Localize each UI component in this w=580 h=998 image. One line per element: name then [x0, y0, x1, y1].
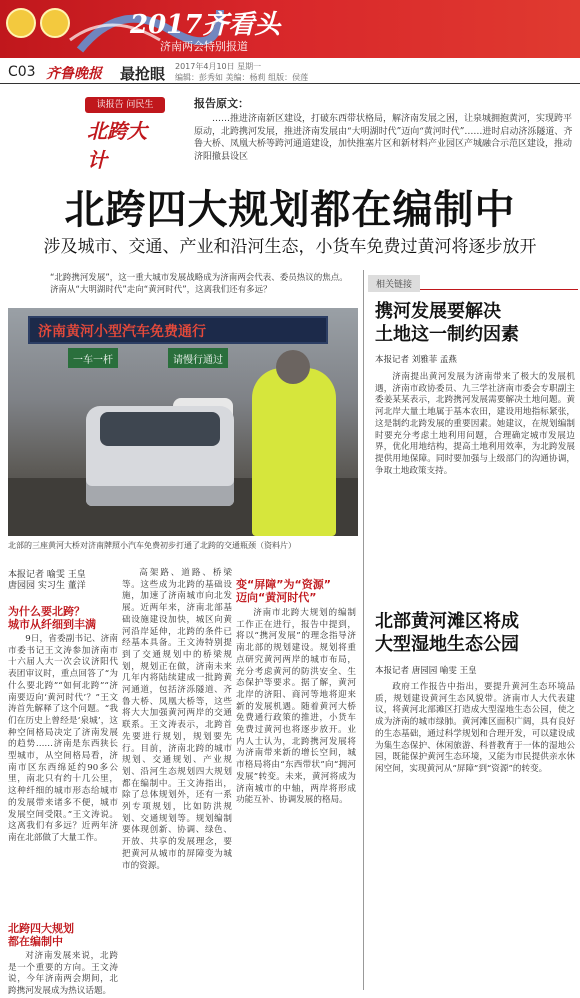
- column-2: [122, 568, 232, 990]
- banner-subtitle: 济南两会特别报道: [160, 40, 248, 53]
- column-1: [8, 634, 118, 914]
- related-headline-1: 携河发展要解决 土地这一制约因素: [375, 301, 519, 345]
- traffic-officer: [252, 368, 336, 536]
- column-1b: [8, 951, 118, 997]
- car-window: [100, 412, 220, 446]
- column-3: [236, 608, 356, 990]
- lane-sign: 一车一杆: [68, 348, 118, 368]
- subtitle-barrier-resource: 变“屏障”为“资源” 迈向“黄河时代”: [236, 578, 331, 604]
- paper-logo: 齐鲁晚报: [46, 66, 102, 82]
- subtitle-four-plans: 北跨四大规划 都在编制中: [8, 922, 74, 948]
- column-text: 9日，省委副书记、济南市委书记王文涛参加济南市十六届人大一次会议济阳代表团审议时，重点回答了“为什么要北跨”“如何北跨”“济南要迈向‘黄河时代’？”王文涛首先解释了这个问题。“我们在历史上曾经是‘泉城’，这种空间格局决定了济南发展的趋势……济南是东西狭长型城市，从空间格局看，济南市区东西绵延约90多公里，南北只有约十几公里，这种纤细的城市形态给城市的发展带来诸多不便，城市发展空间受限。”王文涛说。这离我们有多远？近两年济南在北部做了大量工作。: [8, 634, 118, 843]
- photo-caption: 北部的三座黄河大桥对济南牌照小汽车免费初步打通了北跨的交通瓶颈（资料片）: [8, 541, 296, 550]
- related-headline-2: 北部黄河滩区将成 大型湿地生态公园: [375, 611, 519, 655]
- officer-head: [276, 350, 310, 384]
- badge-top: 读报告 问民生: [85, 97, 165, 113]
- related-byline-1: 本报记者 刘雅菲 孟燕: [375, 355, 457, 365]
- page-bar: [0, 60, 580, 84]
- related-links-bar: [368, 272, 578, 290]
- emblem-icon: [6, 8, 36, 38]
- editor-line: 编辑：彭秀如 美编：杨莉 组版：侯莲: [175, 73, 309, 82]
- related-body-2: [375, 682, 575, 990]
- related-byline-2: 本报记者 唐园园 喻雯 王皇: [375, 666, 477, 676]
- page-number: C03: [8, 64, 36, 80]
- byline-main: 本报记者 喻雯 王皇 唐园园 实习生 董洋: [8, 570, 86, 591]
- column-text: 济南市北跨大规划的编制工作正在进行，报告中提到，将以“携河发展”的理念指导济南北部的规划建设。规划将重点研究黄河两岸的城市布局，充分考虑黄河的防洪安全、生态保护等要求。据了解，黄河北岸的济阳、商河等地将迎来新的发展机遇。随着黄河大桥免费通行政策的推进，小货车免费过黄河也将逐步放开。业内人士认为，北跨携河发展将为济南带来新的增长空间，城市格局将由“东西带状”向“拥河发展”转变。未来，黄河将成为济南城市的中轴，两岸将形成功能互补、协调发展的格局。: [236, 608, 356, 806]
- column-badge: [85, 97, 165, 172]
- gate-sign-text: 济南黄河小型汽车免费通行: [38, 324, 206, 340]
- report-excerpt: [194, 95, 574, 163]
- banner-title: 2017齐看头: [130, 10, 281, 40]
- lane-sign: 请慢行通过: [168, 348, 228, 368]
- report-title: 报告原文：: [194, 97, 249, 110]
- column-text: 高架路、道路、桥梁等。这些成为北跨的基础设施，加速了济南城市向北发展。近两年来，济南北部基础设施建设加快，城区向黄河沿岸延伸，北跨的条件已经基本具备。王文涛特别提到了交通规划中的桥梁规划，规划正在做，济南未来几年内将陆续建成一批跨黄河通道，包括济泺隧道、齐鲁大桥、凤凰大桥等，这些将大大加强黄河两岸的交通联系。王文涛表示，北跨首先要进行规划，规划要先行。目前，济南北跨的城市规划、交通规划、产业规划、沿河生态规划四大规划都在编制中。王文涛指出，除了总体规划外，还有一系列专项规划，比如防洪规划、交通规划等。规划编制要体现创新、协调、绿色、开放、共享的发展理念，要把黄河从城市的屏障变为城市的资源。: [122, 568, 232, 871]
- column-text: 济南提出黄河发展为济南带来了极大的发展机遇，济南市政协委员、九三学社济南市委会专职副主委姜某某表示，北跨携河发展需要解决土地问题。黄河北岸大量土地属于基本农田，建设用地指标紧张，这是制约北跨发展的重要因素。她建议，在规划编制时要充分考虑土地利用问题，合理确定城市发展边界，优化用地结构，提高土地利用效率，为北跨发展提供用地保障。同时要加强与上级部门的沟通协调，争取土地政策支持。: [375, 372, 575, 476]
- header-banner: [0, 0, 580, 58]
- lane-signs: [68, 348, 268, 374]
- section-title: 最抢眼: [120, 65, 166, 83]
- column-text: 对济南发展来说，北跨是一个重要的方向。王文涛说，今年济南两会期间，北跨携河发展成为热议话题。: [8, 951, 118, 997]
- badge-main: 北跨大计: [87, 119, 147, 172]
- lead-paragraph: “北跨携河发展”，这一重大城市发展战略成为济南两会代表、委员热议的焦点。济南从“大明湖时代”走向“黄河时代”，这离我们还有多远？: [50, 273, 348, 295]
- related-tag: 相关链接: [368, 275, 420, 292]
- headline: 北跨四大规划都在编制中: [64, 187, 516, 233]
- report-body: ……推进济南新区建设，打破东西带状格局，解济南发展之困，让泉城拥抱黄河，实现跨平原动，北跨携河发展，推进济南发展由“大明湖时代”迈向“黄河时代”……进时启动济泺隧道、齐鲁大桥、凤凰大桥等跨河通道建设，加快推塞片区和新材料产业园区产城融合示范区建设，推动济阳撤县设区: [194, 114, 573, 162]
- subtitle-why-north: 为什么要北跨？ 城市从纤细到丰满: [8, 605, 96, 631]
- column-text: 政府工作报告中指出，要提升黄河生态环境品质，规划建设黄河生态风貌带。济南市人大代表建议，将黄河北部滩区打造成大型湿地生态公园，使之成为济南的城市绿肺。黄河滩区面积广阔，具有良好的生态基础，通过科学规划和合理开发，可以建设成为集生态保护、休闲旅游、科普教育于一体的湿地公园，既能保护黄河生态环境，又能为市民提供亲水休闲空间，实现黄河从“屏障”到“资源”的转变。: [375, 682, 575, 774]
- related-body-1: [375, 372, 575, 600]
- subheadline: 涉及城市、交通、产业和沿河生态，小货车免费过黄河将逐步放开: [43, 237, 537, 257]
- news-photo: [8, 308, 358, 536]
- column-divider: [363, 270, 364, 990]
- date-line: 2017年4月10日 星期一: [175, 62, 262, 71]
